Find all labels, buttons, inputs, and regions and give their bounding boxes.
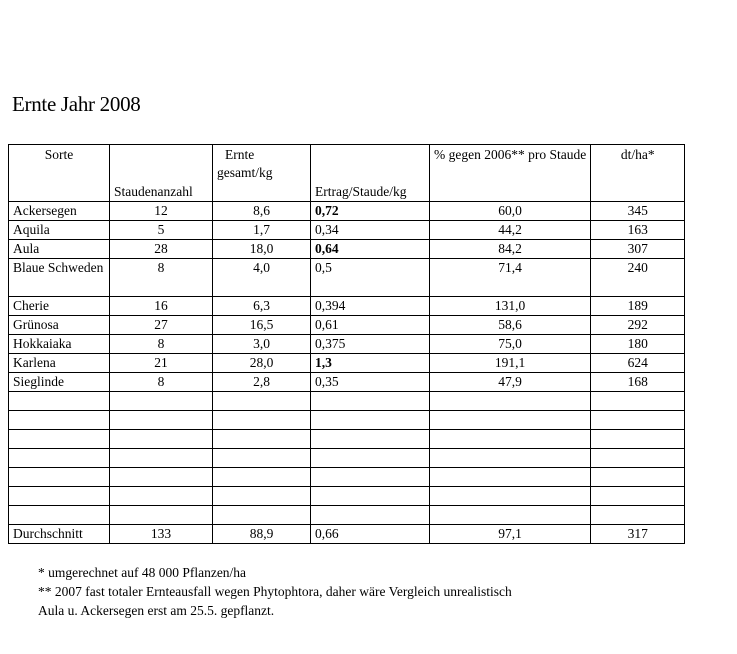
header-sorte: Sorte xyxy=(9,145,110,202)
cell-sorte: Sieglinde xyxy=(9,373,110,392)
header-prozent: % gegen 2006** pro Staude xyxy=(430,145,591,202)
empty-cell xyxy=(110,449,213,468)
empty-cell xyxy=(591,506,685,525)
empty-cell xyxy=(311,487,430,506)
header-ertrag: Ertrag/Staude/kg xyxy=(311,145,430,202)
cell-sorte: Aquila xyxy=(9,221,110,240)
empty-cell xyxy=(311,506,430,525)
empty-cell xyxy=(9,392,110,411)
empty-cell xyxy=(213,506,311,525)
table-row xyxy=(9,240,685,259)
empty-cell xyxy=(213,411,311,430)
empty-cell xyxy=(9,411,110,430)
cell-ernte: 2,8 xyxy=(213,373,311,392)
harvest-table xyxy=(8,144,685,544)
cell-prozent: 75,0 xyxy=(430,335,591,354)
cell-ertrag: 0,5 xyxy=(311,259,430,297)
cell-dtha: 163 xyxy=(591,221,685,240)
empty-table-row xyxy=(9,487,685,506)
header-staudenanzahl: Staudenanzahl xyxy=(110,145,213,202)
cell-staudenanzahl: 16 xyxy=(110,297,213,316)
cell-sorte: Cherie xyxy=(9,297,110,316)
table-row xyxy=(9,373,685,392)
cell-prozent: 60,0 xyxy=(430,202,591,221)
empty-cell xyxy=(9,506,110,525)
empty-cell xyxy=(213,392,311,411)
cell-prozent: 58,6 xyxy=(430,316,591,335)
empty-cell xyxy=(430,449,591,468)
empty-table-row xyxy=(9,449,685,468)
empty-table-row xyxy=(9,468,685,487)
summary-staudenanzahl: 133 xyxy=(110,525,213,544)
cell-sorte: Aula xyxy=(9,240,110,259)
summary-prozent: 97,1 xyxy=(430,525,591,544)
empty-cell xyxy=(110,392,213,411)
cell-ernte: 4,0 xyxy=(213,259,311,297)
cell-ernte: 3,0 xyxy=(213,335,311,354)
table-row xyxy=(9,297,685,316)
cell-ertrag: 0,64 xyxy=(311,240,430,259)
empty-cell xyxy=(430,468,591,487)
empty-cell xyxy=(9,449,110,468)
header-ernte-line2: gesamt/kg xyxy=(217,165,273,180)
empty-cell xyxy=(213,430,311,449)
empty-cell xyxy=(9,430,110,449)
empty-cell xyxy=(9,468,110,487)
cell-ertrag: 0,61 xyxy=(311,316,430,335)
empty-table-row xyxy=(9,411,685,430)
cell-dtha: 189 xyxy=(591,297,685,316)
empty-cell xyxy=(591,392,685,411)
footnote-dtha: * umgerechnet auf 48 000 Pflanzen/ha xyxy=(38,565,247,580)
page-title: Ernte Jahr 2008 xyxy=(12,92,141,116)
empty-cell xyxy=(311,392,430,411)
empty-cell xyxy=(213,468,311,487)
empty-table-row xyxy=(9,430,685,449)
empty-cell xyxy=(591,430,685,449)
table-row xyxy=(9,354,685,373)
table-row xyxy=(9,316,685,335)
cell-ertrag: 0,375 xyxy=(311,335,430,354)
cell-staudenanzahl: 12 xyxy=(110,202,213,221)
cell-prozent: 84,2 xyxy=(430,240,591,259)
footnote-2006: ** 2007 fast totaler Ernteausfall wegen Phytophtora, daher wäre Vergleich unrealistisch xyxy=(38,584,512,599)
cell-dtha: 307 xyxy=(591,240,685,259)
empty-table-row xyxy=(9,392,685,411)
empty-cell xyxy=(311,468,430,487)
empty-cell xyxy=(110,468,213,487)
summary-sorte: Durchschnitt xyxy=(9,525,110,544)
empty-cell xyxy=(213,487,311,506)
empty-cell xyxy=(430,487,591,506)
empty-cell xyxy=(9,487,110,506)
empty-cell xyxy=(110,487,213,506)
empty-cell xyxy=(430,430,591,449)
cell-sorte: Ackersegen xyxy=(9,202,110,221)
header-ernte-line1: Ernte xyxy=(225,147,255,162)
empty-cell xyxy=(110,411,213,430)
footnote-planting: Aula u. Ackersegen erst am 25.5. gepflanzt. xyxy=(38,603,275,618)
cell-sorte: Karlena xyxy=(9,354,110,373)
summary-ernte: 88,9 xyxy=(213,525,311,544)
table-header-row xyxy=(9,145,685,202)
cell-staudenanzahl: 27 xyxy=(110,316,213,335)
empty-cell xyxy=(430,506,591,525)
cell-ernte: 16,5 xyxy=(213,316,311,335)
empty-cell xyxy=(311,430,430,449)
cell-prozent: 47,9 xyxy=(430,373,591,392)
cell-dtha: 624 xyxy=(591,354,685,373)
empty-cell xyxy=(591,449,685,468)
cell-ernte: 18,0 xyxy=(213,240,311,259)
empty-cell xyxy=(591,487,685,506)
table-row xyxy=(9,259,685,297)
empty-table-row xyxy=(9,506,685,525)
cell-prozent: 191,1 xyxy=(430,354,591,373)
table-row xyxy=(9,202,685,221)
cell-sorte: Hokkaiaka xyxy=(9,335,110,354)
cell-dtha: 240 xyxy=(591,259,685,297)
header-ernte xyxy=(213,145,311,202)
cell-ertrag: 0,35 xyxy=(311,373,430,392)
cell-prozent: 131,0 xyxy=(430,297,591,316)
summary-dtha: 317 xyxy=(591,525,685,544)
summary-ertrag: 0,66 xyxy=(311,525,430,544)
cell-sorte: Blaue Schweden xyxy=(9,259,110,297)
empty-cell xyxy=(110,506,213,525)
footnotes xyxy=(38,563,512,620)
cell-ernte: 8,6 xyxy=(213,202,311,221)
cell-prozent: 71,4 xyxy=(430,259,591,297)
cell-staudenanzahl: 8 xyxy=(110,335,213,354)
cell-ertrag: 0,34 xyxy=(311,221,430,240)
cell-sorte: Grünosa xyxy=(9,316,110,335)
empty-cell xyxy=(430,411,591,430)
cell-ernte: 1,7 xyxy=(213,221,311,240)
cell-staudenanzahl: 5 xyxy=(110,221,213,240)
cell-staudenanzahl: 21 xyxy=(110,354,213,373)
cell-dtha: 180 xyxy=(591,335,685,354)
table-row xyxy=(9,221,685,240)
empty-cell xyxy=(311,411,430,430)
cell-ertrag: 0,394 xyxy=(311,297,430,316)
table-row xyxy=(9,335,685,354)
empty-cell xyxy=(591,468,685,487)
cell-ertrag: 1,3 xyxy=(311,354,430,373)
cell-dtha: 345 xyxy=(591,202,685,221)
empty-cell xyxy=(311,449,430,468)
cell-staudenanzahl: 8 xyxy=(110,259,213,297)
cell-ernte: 6,3 xyxy=(213,297,311,316)
cell-dtha: 168 xyxy=(591,373,685,392)
cell-ertrag: 0,72 xyxy=(311,202,430,221)
cell-prozent: 44,2 xyxy=(430,221,591,240)
empty-cell xyxy=(110,430,213,449)
cell-dtha: 292 xyxy=(591,316,685,335)
summary-row xyxy=(9,525,685,544)
cell-staudenanzahl: 8 xyxy=(110,373,213,392)
header-dtha: dt/ha* xyxy=(591,145,685,202)
cell-staudenanzahl: 28 xyxy=(110,240,213,259)
cell-ernte: 28,0 xyxy=(213,354,311,373)
empty-cell xyxy=(213,449,311,468)
empty-cell xyxy=(430,392,591,411)
empty-cell xyxy=(591,411,685,430)
